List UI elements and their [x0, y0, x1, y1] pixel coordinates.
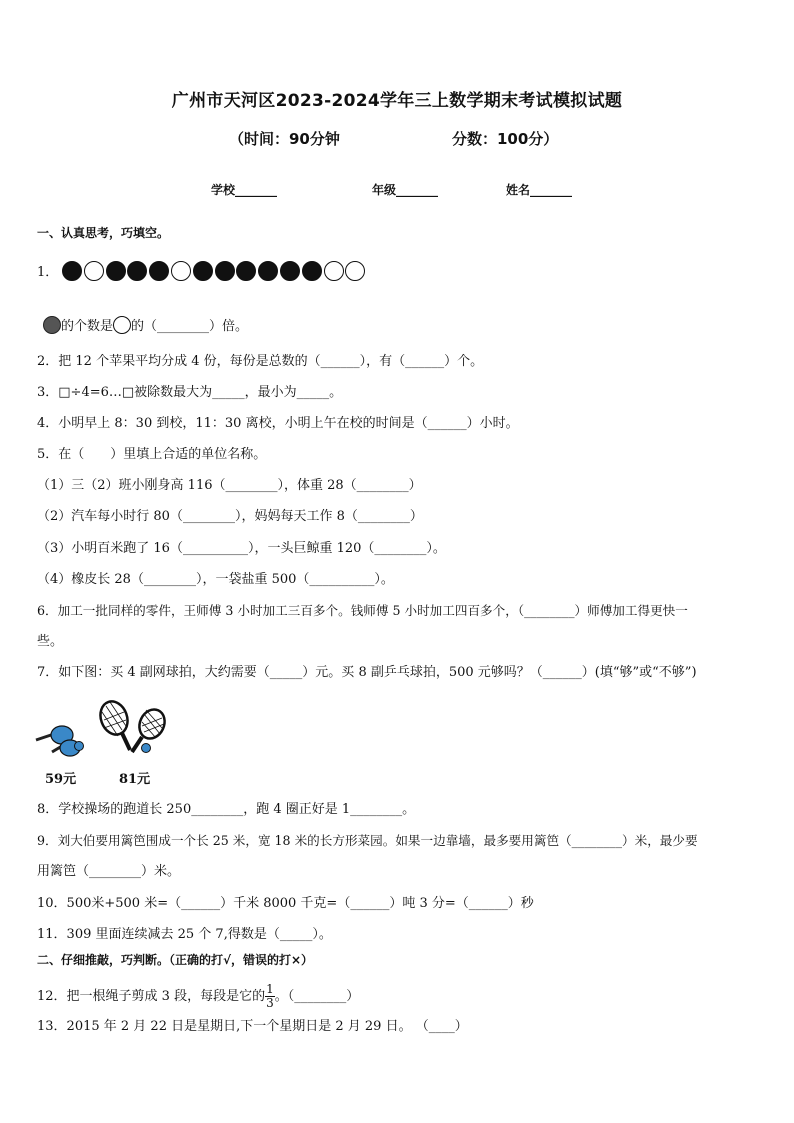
- white-circle: [171, 261, 191, 281]
- black-circle: [149, 261, 169, 281]
- section-2-heading: 二、仔细推敲，巧判断。（正确的打√，错误的打×）: [37, 953, 314, 967]
- q1-text-b: 的（________）倍。: [131, 319, 249, 334]
- q5-3: （3）小明百米跑了 16（__________），一头巨鲸重 120（________）。: [37, 541, 446, 556]
- grade-field[interactable]: 年级_______: [372, 183, 439, 197]
- white-circle: [324, 261, 344, 281]
- q5: 5．在（ ）里填上合适的单位名称。: [37, 447, 267, 462]
- fraction-denominator: 3: [266, 996, 274, 1010]
- black-circle: [236, 261, 256, 281]
- black-circle: [302, 261, 322, 281]
- q1-question: [43, 316, 248, 336]
- q5-1: （1）三（2）班小刚身高 116（________），体重 28（________）: [37, 478, 422, 493]
- q9-line-2: 用篱笆（________）米。: [37, 864, 181, 879]
- pingpong-price: 59元: [45, 772, 77, 787]
- q8: 8．学校操场的跑道长 250________，跑 4 圈正好是 1________。: [37, 802, 416, 817]
- pingpong-paddles-icon: [36, 726, 84, 756]
- white-circle: [345, 261, 365, 281]
- q9-line-1: 9．刘大伯要用篱笆围成一个长 25 米，宽 18 米的长方形菜园。如果一边靠墙，最多要用篱笆（________）米，最少要: [37, 833, 698, 848]
- q6-line-2: 些。: [37, 634, 64, 649]
- white-circle-icon: [113, 316, 131, 334]
- exam-title: 广州市天河区2023-2024学年三上数学期末考试模拟试题: [171, 91, 623, 111]
- black-circle: [258, 261, 278, 281]
- racket-pictures: [34, 700, 184, 790]
- q2: 2．把 12 个苹果平均分成 4 份，每份是总数的（______），有（______）个。: [37, 354, 484, 369]
- q3: 3．□÷4=6…□被除数最大为_____，最小为_____。: [37, 385, 343, 400]
- time-label: （时间：90分钟: [229, 130, 340, 148]
- q12: [37, 983, 359, 1010]
- school-field[interactable]: 学校_______: [211, 183, 278, 197]
- q1-number: 1．: [37, 265, 59, 280]
- black-circle: [127, 261, 147, 281]
- black-circle: [106, 261, 126, 281]
- black-circle: [193, 261, 213, 281]
- q13: 13．2015 年 2 月 22 日是星期日,下一个星期日是 2 月 29 日。 （____）: [37, 1019, 468, 1034]
- black-circle: [280, 261, 300, 281]
- tennis-rackets-icon: [96, 700, 169, 753]
- fraction-one-third: [265, 983, 275, 1010]
- fraction-numerator: 1: [266, 982, 274, 996]
- q6-line-1: 6．加工一批同样的零件，王师傅 3 小时加工三百多个。钱师傅 5 小时加工四百多个，（________）师傅加工得更快一: [37, 603, 688, 618]
- tennis-price: 81元: [119, 772, 151, 787]
- dark-circle-icon: [43, 316, 61, 334]
- q12-text-b: 。（________）: [274, 989, 360, 1004]
- q1-text-a: 的个数是: [61, 319, 114, 334]
- q12-text-a: 12．把一根绳子剪成 3 段，每段是它的: [37, 989, 266, 1004]
- name-field[interactable]: 姓名_______: [506, 183, 573, 197]
- black-circle: [62, 261, 82, 281]
- q4: 4．小明早上 8：30 到校，11：30 离校，小明上午在校的时间是（______）小时。: [37, 416, 519, 431]
- q5-2: （2）汽车每小时行 80（________），妈妈每天工作 8（________）: [37, 509, 423, 524]
- black-circle: [215, 261, 235, 281]
- q7: 7．如下图：买 4 副网球拍，大约需要（_____）元。买 8 副乒乓球拍，500 元够吗？（______）(填“够”或“不够”): [37, 665, 697, 680]
- white-circle: [84, 261, 104, 281]
- q5-4: （4）橡皮长 28（________），一袋盐重 500（__________）。: [37, 572, 394, 587]
- q1-circle-row: [62, 261, 367, 281]
- q10: 10．500米+500 米=（______）千米 8000 千克=（______）吨 3 分=（______）秒: [37, 896, 534, 911]
- section-1-heading: 一、认真思考，巧填空。: [37, 226, 170, 240]
- score-label: 分数：100分）: [452, 130, 559, 148]
- q11: 11．309 里面连续减去 25 个 7,得数是（_____）。: [37, 927, 332, 942]
